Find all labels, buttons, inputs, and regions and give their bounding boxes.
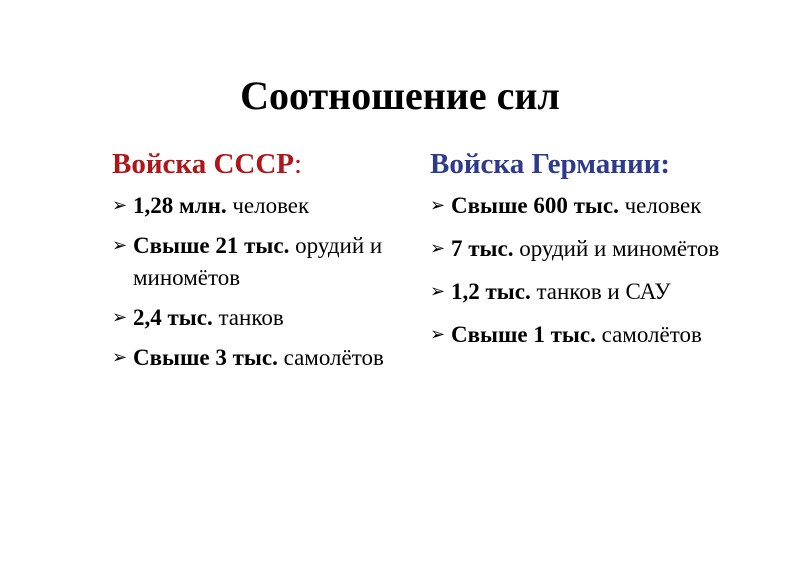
arrowhead-bullet-icon: ➢ <box>430 324 446 345</box>
arrowhead-bullet-icon: ➢ <box>112 347 128 368</box>
ussr-item-tanks <box>112 302 397 334</box>
arrowhead-bullet-icon: ➢ <box>430 195 446 216</box>
slide-title: Соотношение сил <box>240 73 560 118</box>
ussr-item-aircraft <box>112 342 397 374</box>
ussr-item-value: 2,4 тыс. <box>133 305 213 330</box>
ussr-item-personnel <box>112 190 397 222</box>
germany-item-value: Свыше 1 тыс. <box>451 322 596 347</box>
germany-item-label: самолётов <box>595 322 702 347</box>
germany-item-personnel <box>430 190 730 222</box>
germany-item-guns <box>430 233 730 265</box>
ussr-heading <box>112 146 397 182</box>
ussr-item-label: самолётов <box>277 345 384 370</box>
ussr-item-value: 1,28 млн. <box>133 193 227 218</box>
arrowhead-bullet-icon: ➢ <box>112 235 128 256</box>
germany-item-label: орудий и миномётов <box>513 236 720 261</box>
ussr-column <box>112 146 397 382</box>
ussr-heading-colon: : <box>294 148 303 180</box>
germany-item-label: человек <box>618 193 702 218</box>
germany-heading: Войска Германии: <box>430 148 671 180</box>
germany-item-value: Свыше 600 тыс. <box>451 193 619 218</box>
ussr-item-value: Свыше 21 тыс. <box>133 233 290 258</box>
germany-item-tanks <box>430 276 730 308</box>
germany-item-value: 7 тыс. <box>451 236 514 261</box>
ussr-item-label: орудий и миномётов <box>133 233 383 290</box>
germany-item-label: танков и САУ <box>530 279 671 304</box>
ussr-item-value: Свыше 3 тыс. <box>133 345 278 370</box>
arrowhead-bullet-icon: ➢ <box>430 238 446 259</box>
germany-item-value: 1,2 тыс. <box>451 279 531 304</box>
germany-column <box>430 146 730 362</box>
arrowhead-bullet-icon: ➢ <box>112 195 128 216</box>
ussr-item-guns <box>112 230 397 294</box>
ussr-item-label: человек <box>226 193 310 218</box>
arrowhead-bullet-icon: ➢ <box>112 307 128 328</box>
ussr-item-label: танков <box>212 305 284 330</box>
germany-item-aircraft <box>430 319 730 351</box>
arrowhead-bullet-icon: ➢ <box>430 281 446 302</box>
ussr-heading-text: Войска СССР <box>112 148 294 180</box>
